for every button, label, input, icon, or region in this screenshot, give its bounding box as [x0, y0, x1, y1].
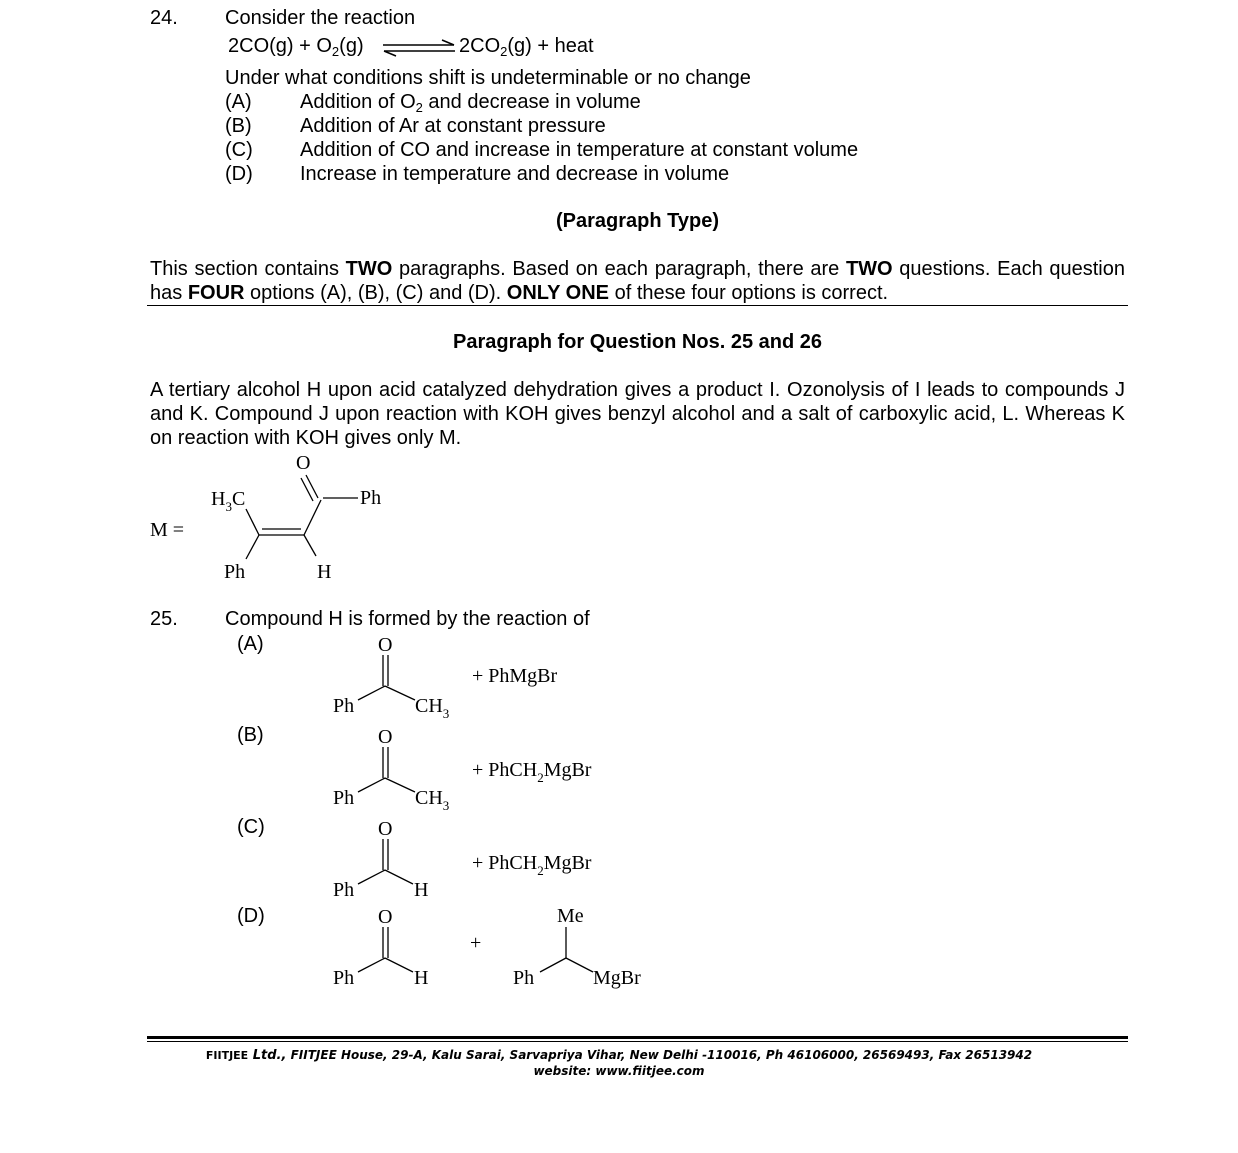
reagent-25-a: [470, 660, 630, 690]
option-24-c-text: Addition of CO and increase in temperature at constant volume: [300, 139, 859, 161]
svg-text:O: O: [378, 818, 393, 840]
option-24-c-label: (C): [225, 139, 253, 161]
footer-address: FIITJEE Ltd., FIITJEE House, 29-A, Kalu Sarai, Sarvapriya Vihar, New Delhi -110016, Ph 46106000, 26569493, Fax 26513942: [205, 1048, 1033, 1063]
svg-text:CH3: $CH_3$: [415, 787, 450, 813]
m-label: M =: [150, 519, 185, 541]
option-24-b-label: (B): [225, 115, 252, 137]
m-ph-bottom: Ph: [224, 561, 246, 583]
question-number-24: 24.: [150, 7, 178, 29]
question-24-stem: Consider the reaction: [225, 7, 416, 29]
svg-text:MgBr: MgBr: [593, 967, 641, 989]
section-divider: [147, 305, 1128, 306]
footer-rule-thin: [147, 1041, 1128, 1042]
equation-rhs: $2CO_2(g)$ + heat: [459, 35, 594, 59]
option-24-a-label: (A): [225, 91, 252, 113]
footer-website: website: www.fiitjee.com: [533, 1064, 705, 1078]
svg-text:Ph: Ph: [333, 879, 355, 901]
option-25-b-label: (B): [237, 724, 264, 746]
svg-text:CH3: $CH_3$: [415, 695, 450, 721]
svg-text:H: H: [414, 967, 429, 989]
svg-text:+ PhCH2MgBr: + PhCH$_2$MgBr: [472, 759, 592, 785]
reaction-equation: [228, 34, 364, 58]
equilibrium-arrow-icon: [380, 36, 458, 60]
question-number-25: 25.: [150, 608, 178, 630]
paragraph-text: A tertiary alcohol H upon acid catalyzed dehydration gives a product I. Ozonolysis of I leads to compounds J and K. Compound J upon reaction with KOH gives benzyl alcohol and a salt of carboxylic acid, L. Whereas K on reaction with KOH gives only M.: [150, 379, 1125, 449]
structure-25-c: [320, 812, 470, 912]
svg-text:+ PhMgBr: + PhMgBr: [472, 665, 558, 687]
svg-text:O: O: [378, 726, 393, 748]
svg-text:O: O: [378, 634, 393, 656]
reagent-25-b: [470, 754, 640, 788]
paragraph-heading: Paragraph for Question Nos. 25 and 26: [453, 331, 822, 353]
question-25-stem: Compound H is formed by the reaction of: [225, 608, 590, 630]
m-oxygen: O: [296, 452, 311, 474]
option-25-c-label: (C): [237, 816, 265, 838]
option-24-b-text: Addition of Ar at constant pressure: [300, 115, 606, 137]
plus-25-d: [465, 925, 495, 955]
option-24-a-text: Addition of $O_2$ and decrease in volume: [300, 91, 641, 115]
section-instructions: This section contains TWO paragraphs. Based on each paragraph, there are TWO questions. Each question has FOUR options (A), (B), (C) and (D). ONLY ONE of these four options is correct.: [150, 258, 1125, 304]
section-heading: (Paragraph Type): [556, 210, 719, 232]
structure-m: [200, 448, 400, 588]
m-h-bottom: H: [317, 561, 332, 583]
svg-text:O: O: [378, 906, 393, 928]
option-25-d-label: (D): [237, 905, 265, 927]
option-24-d-label: (D): [225, 163, 253, 185]
m-h3c: $H_3C$: [211, 488, 246, 514]
option-25-a-label: (A): [237, 633, 264, 655]
structure-25-a: [320, 628, 470, 728]
m-ph-right: Ph: [360, 487, 382, 509]
option-24-d-text: Increase in temperature and decrease in volume: [300, 163, 730, 185]
svg-text:+ PhCH2MgBr: + PhCH$_2$MgBr: [472, 852, 592, 878]
svg-text:Ph: Ph: [333, 695, 355, 717]
grignard-25-d: [500, 900, 660, 1000]
question-24-text: Under what conditions shift is undeterminable or no change: [225, 67, 751, 89]
svg-text:Ph: Ph: [333, 787, 355, 809]
svg-text:Me: Me: [557, 905, 584, 927]
footer-rule-thick: [147, 1036, 1128, 1039]
reagent-25-c: [470, 847, 640, 881]
equation-lhs: $2CO(g) + O_2(g)$: [228, 35, 364, 59]
structure-25-b: [320, 720, 470, 820]
svg-text:Ph: Ph: [333, 967, 355, 989]
svg-text:+: +: [470, 932, 482, 954]
svg-text:Ph: Ph: [513, 967, 535, 989]
svg-text:H: H: [414, 879, 429, 901]
structure-25-d: [320, 900, 470, 1000]
